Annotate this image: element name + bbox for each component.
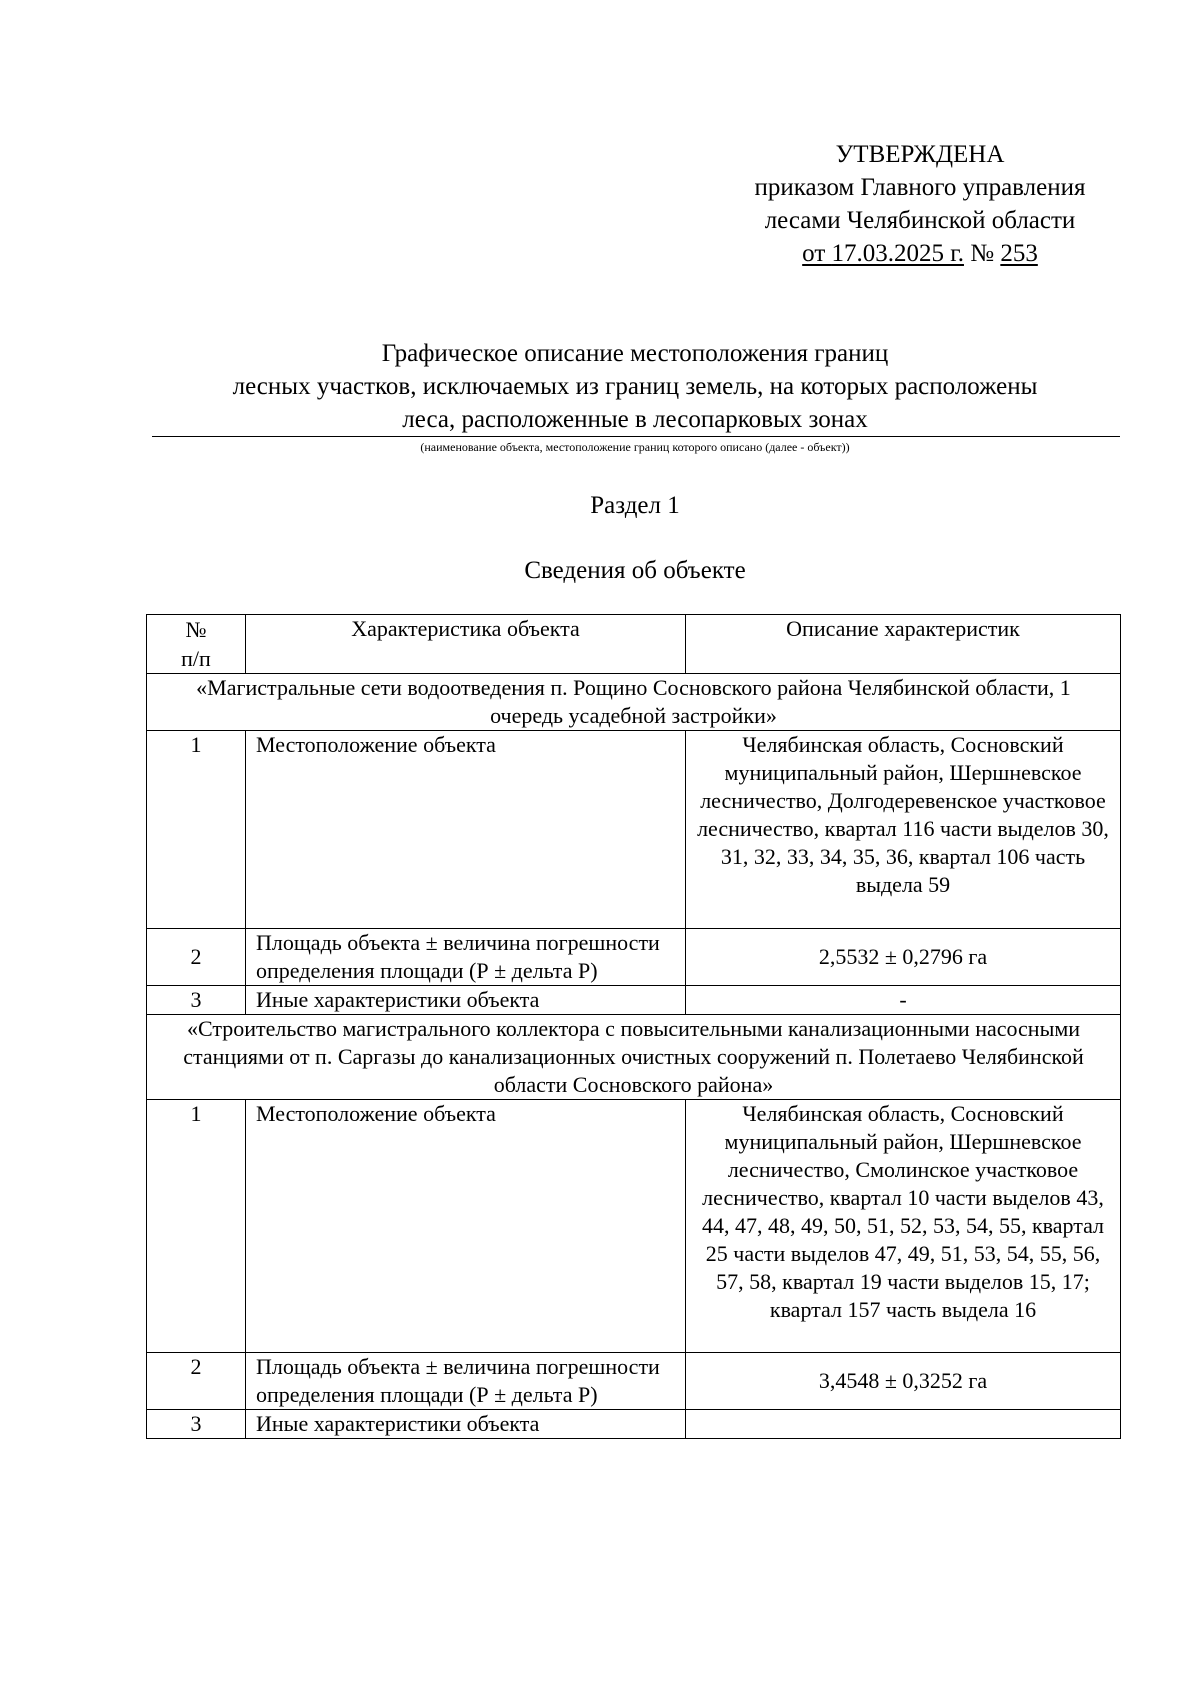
header-characteristic: Характеристика объекта [246, 615, 686, 674]
approval-date-line [700, 237, 1140, 270]
approval-date-prefix: от [802, 240, 832, 267]
title-caption: (наименование объекта, местоположение границ которого описано (далее - объект)) [420, 440, 850, 454]
row-description: Челябинская область, Сосновский муниципальный район, Шершневское лесничество, Долгодеревенское участковое лесничество, квартал 116 части выделов 30, 31, 32, 33, 34, 35, 36, квартал 106 часть выдела 59 [686, 731, 1121, 929]
title-underline [152, 436, 1120, 437]
row-characteristic: Местоположение объекта [246, 731, 686, 929]
row-characteristic: Площадь объекта ± величина погрешности определения площади (Р ± дельта Р) [246, 929, 686, 986]
header-number-line-1: № [185, 617, 207, 642]
row-number: 3 [147, 986, 246, 1015]
table-row [147, 1410, 1121, 1439]
group-title-row [147, 1015, 1121, 1100]
table-header-row [147, 615, 1121, 674]
title-line-1: Графическое описание местоположения границ [381, 340, 889, 367]
title-line-3: леса, расположенные в лесопарковых зонах [402, 406, 868, 433]
row-number: 3 [147, 1410, 246, 1439]
table-row [147, 929, 1121, 986]
row-number: 2 [147, 1353, 246, 1410]
row-characteristic: Иные характеристики объекта [246, 1410, 686, 1439]
approval-title: УТВЕРЖДЕНА [835, 141, 1005, 168]
document-title [150, 337, 1120, 436]
table-row [147, 731, 1121, 929]
approval-order-line: приказом Главного управления [754, 174, 1086, 201]
row-description: 2,5532 ± 0,2796 га [686, 929, 1121, 986]
header-number-line-2: п/п [181, 646, 211, 671]
row-description: 3,4548 ± 0,3252 га [686, 1353, 1121, 1410]
row-description: Челябинская область, Сосновский муниципальный район, Шершневское лесничество, Смолинское участковое лесничество, квартал 10 части выделов 43, 44, 47, 48, 49, 50, 51, 52, 53, 54, 55, квартал 25 части выделов 47, 49, 51, 53, 54, 55, 56, 57, 58, квартал 19 части выделов 15, 17; квартал 157 часть выдела 16 [686, 1100, 1121, 1353]
table-row [147, 986, 1121, 1015]
row-description [686, 1410, 1121, 1439]
approval-authority-line: лесами Челябинской области [764, 207, 1076, 234]
row-description: - [686, 986, 1121, 1015]
approval-number-prefix: № [963, 240, 1001, 267]
row-characteristic: Площадь объекта ± величина погрешности определения площади (Р ± дельта Р) [246, 1353, 686, 1410]
approval-stamp [700, 138, 1140, 270]
object-info-table [146, 614, 1121, 1439]
approval-number: 253 [1000, 240, 1038, 267]
header-number [147, 615, 246, 674]
group-title: «Строительство магистрального коллектора с повысительными канализационными насосными станциями от п. Саргазы до канализационных очистных сооружений п. Полетаево Челябинской области Сосновского района» [147, 1015, 1121, 1100]
table-row [147, 1100, 1121, 1353]
row-characteristic: Иные характеристики объекта [246, 986, 686, 1015]
row-characteristic: Местоположение объекта [246, 1100, 686, 1353]
section-label: Раздел 1 [590, 492, 680, 519]
title-line-2: лесных участков, исключаемых из границ земель, на которых расположены [232, 373, 1038, 400]
row-number: 1 [147, 731, 246, 929]
group-title-row [147, 674, 1121, 731]
table-row [147, 1353, 1121, 1410]
row-number: 1 [147, 1100, 246, 1353]
row-number: 2 [147, 929, 246, 986]
header-description: Описание характеристик [686, 615, 1121, 674]
group-title: «Магистральные сети водоотведения п. Рощино Сосновского района Челябинской области, 1 очередь усадебной застройки» [147, 674, 1121, 731]
section-subtitle: Сведения об объекте [524, 557, 746, 584]
approval-date: 17.03.2025 г. [831, 240, 964, 267]
